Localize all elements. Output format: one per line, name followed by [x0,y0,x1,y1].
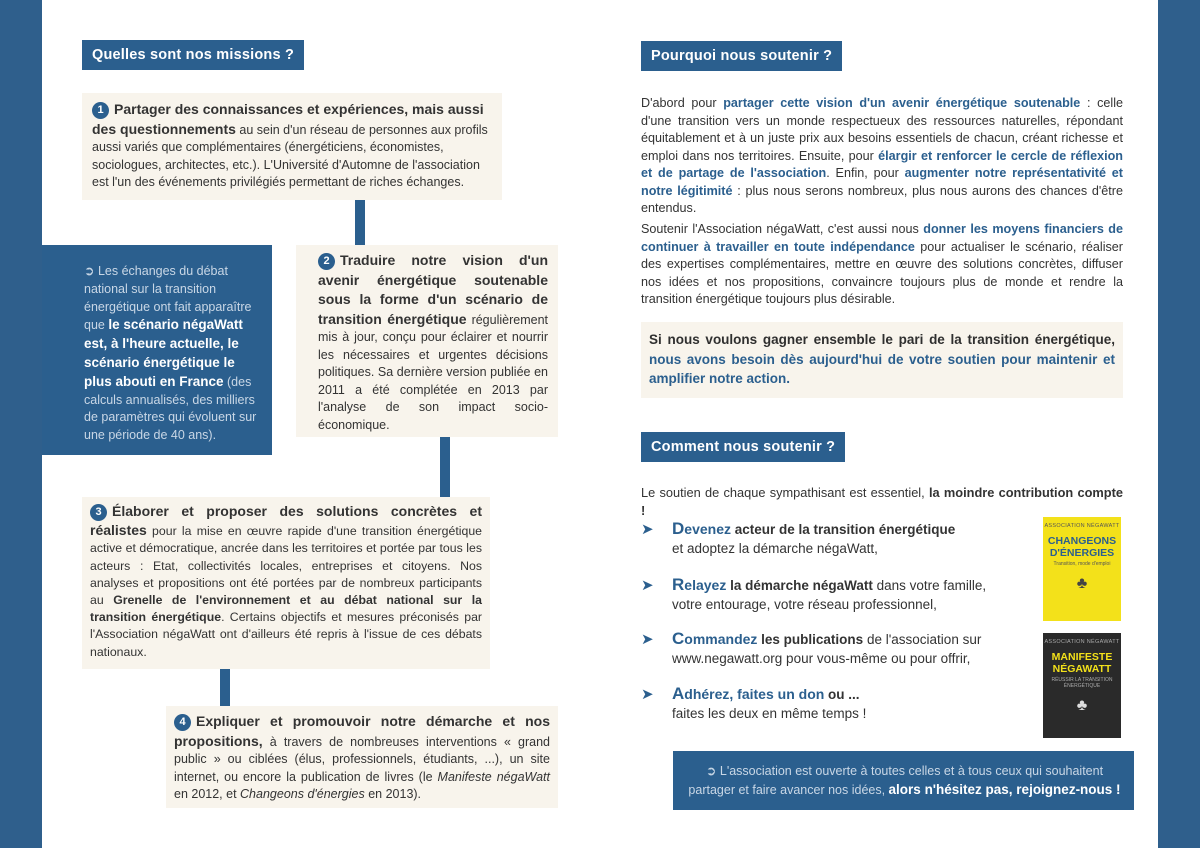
why-p1-e: . Enfin, pour [826,166,905,180]
book-1-subtitle: Transition, mode d'emploi [1053,561,1111,567]
appeal-text: Si nous voulons gagner ensemble le pari de la transition énergétique, [649,332,1115,347]
why-p2-highlight: donner les moyens financiers de continuer à travailler en toute indépendance [641,222,1123,254]
arrow-icon: ➲ [84,264,95,278]
mission-1-lead: Partager des connaissances et expériences, mais aussi des questionnements [92,101,484,137]
debate-info-box [42,245,272,455]
mission-3-lead: Élaborer et proposer des solutions concrètes et réalistes [90,503,482,539]
action-4-verb: dhérez, faites un don [684,686,825,702]
action-3-verb: ommandez [684,631,758,647]
connector-1-2 [355,200,365,245]
book-2-subtitle: RÉUSSIR LA TRANSITION ÉNERGÉTIQUE [1051,677,1113,689]
action-2-initial: R [672,575,685,594]
mission-3-box [82,497,490,669]
book-2-publisher: ASSOCIATION NÉGAWATT [1044,639,1120,645]
mission-3-text-2: . Certains objectifs et mesures préconisés par l'Association négaWatt ont d'ailleurs été repris à l'issue de ces débats nationaux. [90,610,483,659]
support-appeal-box [641,322,1123,398]
why-p1-highlight-1: partager cette vision d'un avenir énergétique soutenable [723,96,1081,110]
action-2-tail: dans votre famille, [872,578,987,593]
why-p1-highlight-3: augmenter notre représentativité et notre légitimité [641,166,1124,198]
action-relay [641,575,1052,614]
mission-1-number: 1 [92,102,109,119]
action-2-bold: la démarche négaWatt [726,578,873,593]
why-paragraph-2 [641,221,1123,309]
book-1-publisher: ASSOCIATION NÉGAWATT [1044,523,1120,529]
how-support-header: Comment nous soutenir ? [641,432,845,462]
chevron-right-icon: ➤ [641,631,654,648]
mission-4-text-2: en 2012, et [174,787,241,801]
action-1-verb: evenez [684,521,731,537]
mission-1-box [82,93,502,200]
mission-3-number: 3 [90,504,107,521]
mission-4-text-3: en 2013). [364,787,422,801]
book-changeons-energies [1043,517,1121,621]
debate-text-1: Les échanges du débat national sur la transition énergétique ont fait apparaître que [84,264,252,333]
action-order [641,629,1052,668]
action-4-bold: ou ... [824,687,860,702]
join-footer-box [673,751,1134,810]
book-1-title: CHANGEONS D'ÉNERGIES [1047,535,1117,559]
why-p1-a: D'abord pour [641,96,724,110]
mission-4-book-2: Changeons d'énergies [240,787,365,801]
action-4-initial: A [672,684,685,703]
mission-4-book-1: Manifeste négaWatt [437,769,550,784]
debate-text-2: (des calculs annualisés, des milliers de paramètres qui évoluent sur une période de 40 ans). [84,374,257,443]
why-paragraph-1 [641,95,1123,218]
footer-text: L'association est ouverte à toutes celles et à tous ceux qui souhaitent partager et faire avancer nos idées, [688,764,1104,797]
book-manifeste-negawatt [1043,633,1121,738]
missions-header: Quelles sont nos missions ? [82,40,304,70]
action-3-tail: de l'association sur [863,632,982,647]
mission-2-text: régulièrement mis à jour, conçu pour éclairer et nourrir les nécessaires et urgentes décisions politiques. Sa dernière version publiée en 2011 a été complétée en 2013 par l'analyse de son impact socio-économique. [318,312,548,432]
chevron-right-icon: ➤ [641,686,654,703]
connector-3-4 [220,669,230,706]
why-p2-c: pour actualiser le scénario, réaliser des expertises complémentaires, mettre en œuvre des solutions concrètes, diffuser nos idées et nos propositions, convaincre toujours plus de monde et rendre la transition énergétique toujours plus désirable. [641,239,1124,306]
why-p1-highlight-2: élargir et renforcer le cercle de réflexion et de partage de l'association [641,148,1123,180]
action-2-verb: elayez [684,577,727,593]
action-2-line-2: votre entourage, votre réseau professionnel, [672,597,937,612]
action-3-bold: les publications [757,632,864,647]
left-edge-band [0,0,42,848]
tree-icon: ♣ [1076,575,1088,592]
chevron-right-icon: ➤ [641,521,654,538]
why-p1-c: : celle d'une transition vers un monde respectueux des ressources naturelles, répondant équitablement et à un juste prix aux besoins essentiels de chacun, créant richesse et emploi dans nos territoires. Ensuite, pour [641,96,1124,163]
arrow-icon: ➲ [705,764,717,778]
action-become [641,519,1052,558]
action-3-initial: C [672,629,685,648]
right-edge-band [1158,0,1200,848]
action-4-line-2: faites les deux en même temps ! [672,706,867,721]
debate-bold-text: le scénario négaWatt est, à l'heure actuelle, le scénario énergétique le plus abouti en France [84,317,243,389]
mission-4-box [166,706,558,808]
action-1-line-2: et adoptez la démarche négaWatt, [672,541,878,556]
connector-2-3 [440,437,450,497]
action-1-bold: acteur de la transition énergétique [730,522,956,537]
intro-text: Le soutien de chaque sympathisant est essentiel, [641,485,929,500]
action-3-line-2: www.negawatt.org pour vous-même ou pour offrir, [672,651,971,666]
why-support-header: Pourquoi nous soutenir ? [641,41,842,71]
mission-1-text: au sein d'un réseau de personnes aux profils aussi variés que complémentaires (énergéticiens, économistes, sociologues, architectes, etc.). L'Université d'Automne de l'association est l'un des événements privilégiés permettant de riches échanges. [92,122,488,189]
chevron-right-icon: ➤ [641,577,654,594]
mission-2-number: 2 [318,253,335,270]
action-1-initial: D [672,519,685,538]
appeal-highlight: nous avons besoin dès aujourd'hui de votre soutien pour maintenir et amplifier notre action. [649,351,1115,386]
book-2-title: MANIFESTE NÉGAWATT [1051,651,1113,675]
mission-4-number: 4 [174,714,191,731]
mission-2-lead: Traduire notre vision d'un avenir énergétique soutenable sous la forme d'un scénario de transition énergétique [318,252,548,327]
why-p1-g: : plus nous serons nombreux, plus nous aurons des chances d'être entendus. [641,183,1123,215]
mission-3-text-1: pour la mise en œuvre rapide d'une transition énergétique active et démocratique, ancrée dans les territoires et portée par tous les acteurs : Etat, collectivités locales, entreprises et citoyens. Nos analyses et propositions ont été portées par de nombreux participants au [90,524,482,608]
footer-call-to-action: alors n'hésitez pas, rejoignez-nous ! [888,781,1121,797]
tree-icon: ♣ [1076,697,1088,714]
support-intro [641,484,1123,519]
mission-4-lead: Expliquer et promouvoir notre démarche et nos propositions, [174,713,550,749]
intro-bold: la moindre contribution compte ! [641,485,1123,518]
mission-3-bold: Grenelle de l'environnement et au débat national sur la transition énergétique [90,593,482,625]
mission-4-text-1: à travers de nombreuses interventions « grand public » ou ciblées (élus, professionnels, étudiants, ...), un site internet, ou encore la publication de livres (le [174,734,550,784]
why-p2-a: Soutenir l'Association négaWatt, c'est aussi nous [641,222,924,236]
mission-2-box [296,245,558,437]
action-join [641,684,1052,723]
